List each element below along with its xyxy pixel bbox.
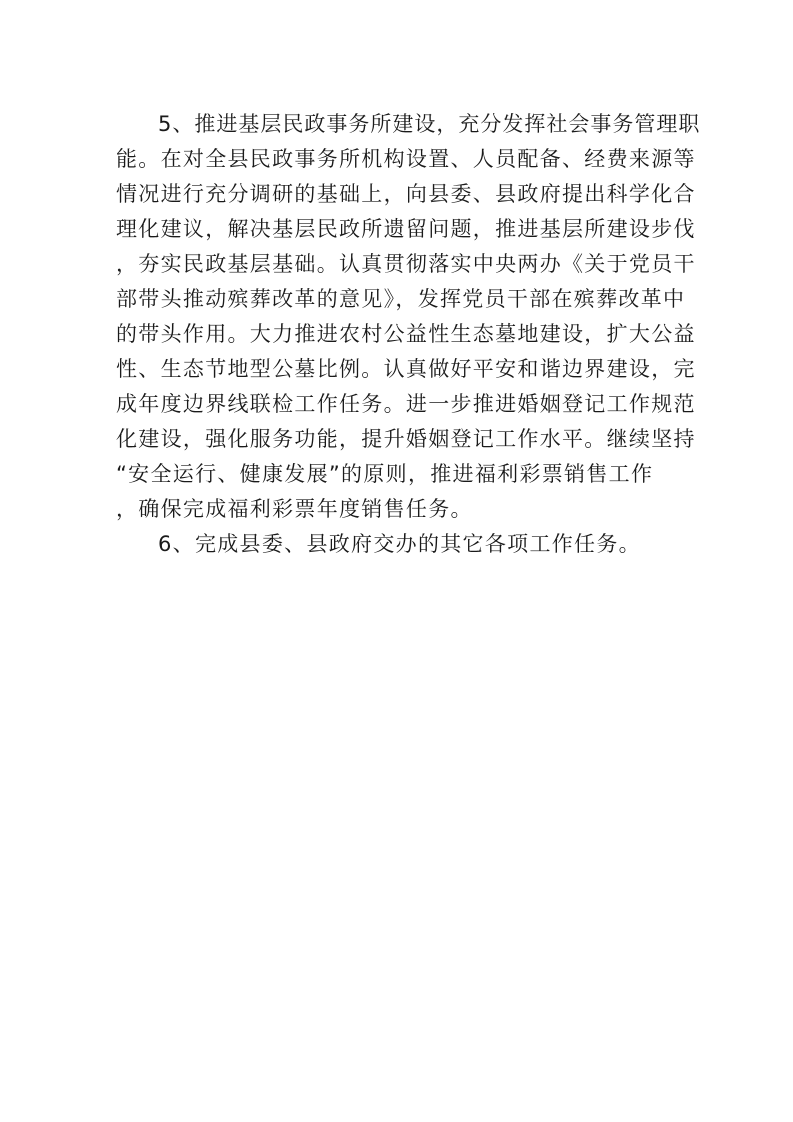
paragraph-5-line-5: ，夯实民政基层基础。认真贯彻落实中央两办《关于党员干 <box>116 252 696 276</box>
paragraph-5-line-1: 5、推进基层民政事务所建设，充分发挥社会事务管理职 <box>158 112 701 136</box>
paragraph-5-line-2: 能。在对全县民政事务所机构设置、人员配备、经费来源等 <box>116 147 696 171</box>
paragraph-5-line-3: 情况进行充分调研的基础上，向县委、县政府提出科学化合 <box>116 182 696 206</box>
paragraph-5-line-10: 化建设，强化服务功能，提升婚姻登记工作水平。继续坚持 <box>116 427 696 451</box>
paragraph-5-line-11: “安全运行、健康发展”的原则，推进福利彩票销售工作 <box>116 462 654 486</box>
paragraph-5-line-9: 成年度边界线联检工作任务。进一步推进婚姻登记工作规范 <box>116 392 696 416</box>
paragraph-5-line-12: ，确保完成福利彩票年度销售任务。 <box>116 497 473 521</box>
paragraph-5-line-4: 理化建议，解决基层民政所遗留问题，推进基层所建设步伐 <box>116 217 696 241</box>
paragraph-5-line-7: 的带头作用。大力推进农村公益性生态墓地建设，扩大公益 <box>116 322 696 346</box>
paragraph-5-line-8: 性、生态节地型公墓比例。认真做好平安和谐边界建设，完 <box>116 357 696 381</box>
paragraph-5-line-6: 部带头推动殡葬改革的意见》，发挥党员干部在殡葬改革中 <box>116 287 686 311</box>
paragraph-6-line-1: 6、完成县委、县政府交办的其它各项工作任务。 <box>158 532 641 556</box>
